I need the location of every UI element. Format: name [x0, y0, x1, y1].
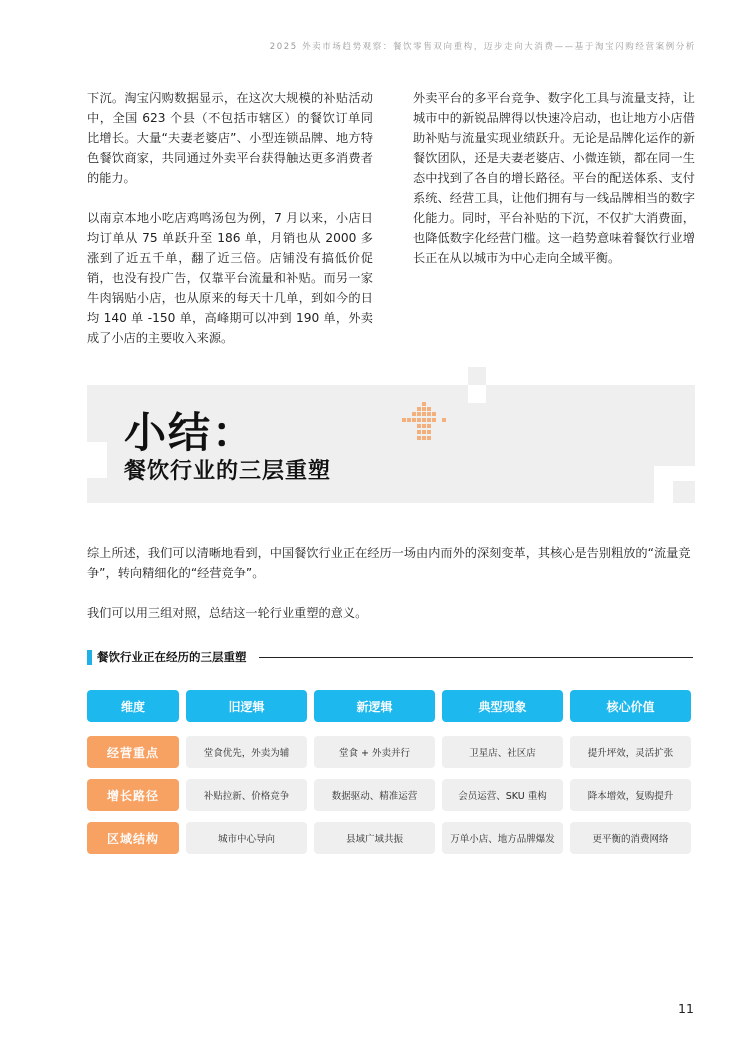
running-header: 2025 外卖市场趋势观察：餐饮零售双向重构，迈步走向大消费——基于淘宝闪购经营案例分析	[269, 42, 696, 52]
table-header-row	[87, 690, 693, 722]
dimension-cell: 经营重点	[87, 736, 179, 768]
table-row	[87, 822, 693, 854]
paragraph: 以南京本地小吃店鸡鸣汤包为例，7 月以来，小店日均订单从 75 单跃升至 186 单，月销也从 2000 多涨到了近五千单，翻了近三倍。店铺没有搞低价促销，也没有投广告，仅靠平台流量和补贴。而另一家牛肉锅贴小店，也从原来的每天十几单，到如今的日均 140 单 -150 单，高峰期可以冲到 190 单，外卖成了小店的主要收入来源。	[87, 211, 373, 345]
page-number: 11	[678, 1001, 694, 1016]
table-cell: 城市中心导向	[186, 822, 307, 854]
table-cell: 数据驱动、精准运营	[314, 779, 435, 811]
dimension-cell: 区域结构	[87, 822, 179, 854]
table-cell: 降本增效，复购提升	[570, 779, 691, 811]
column-header: 旧逻辑	[186, 690, 307, 722]
table-cell: 提升坪效，灵活扩张	[570, 736, 691, 768]
column-header: 新逻辑	[314, 690, 435, 722]
paragraph: 综上所述，我们可以清晰地看到，中国餐饮行业正在经历一场由内而外的深刻变革，其核心是告别粗放的“流量竞争”，转向精细化的“经营竞争”。	[87, 546, 691, 580]
table-cell: 卫星店、社区店	[442, 736, 563, 768]
column-header: 典型现象	[442, 690, 563, 722]
table-heading	[87, 648, 693, 666]
table-title: 餐饮行业正在经历的三层重塑	[97, 650, 247, 664]
paragraph: 外卖平台的多平台竞争、数字化工具与流量支持，让城市中的新锐品牌得以快速冷启动，也让地方小店借助补贴与流量实现业绩跃升。无论是品牌化运作的新餐饮团队，还是夫妻老婆店、小微连锁，都在同一生态中找到了各自的增长路径。平台的配送体系、支付系统、经营工具，让他们拥有与一线品牌相当的数字化能力。同时，平台补贴的下沉，不仅扩大消费面，也降低数字化经营门槛。这一趋势意味着餐饮行业增长正在从以城市为中心走向全域平衡。	[413, 91, 695, 265]
table-cell: 县域广域共振	[314, 822, 435, 854]
section-subtitle: 餐饮行业的三层重塑	[124, 459, 332, 484]
table-cell: 会员运营、SKU 重构	[442, 779, 563, 811]
decor-square	[468, 385, 486, 403]
comparison-table	[87, 690, 693, 865]
table-cell: 更平衡的消费网络	[570, 822, 691, 854]
divider	[259, 657, 694, 658]
paragraph: 我们可以用三组对照，总结这一轮行业重塑的意义。	[87, 606, 368, 620]
column-header: 核心价值	[570, 690, 691, 722]
accent-bar	[87, 650, 92, 665]
summary	[87, 543, 697, 643]
section-title: 小结：	[124, 408, 257, 457]
column-header: 维度	[87, 690, 179, 722]
left-column	[87, 88, 373, 368]
table-cell: 补贴拉新、价格竞争	[186, 779, 307, 811]
table-row	[87, 736, 693, 768]
table-cell: 堂食优先，外卖为辅	[186, 736, 307, 768]
table-cell: 堂食 + 外卖并行	[314, 736, 435, 768]
decor-square	[87, 442, 107, 478]
decor-square	[486, 385, 504, 403]
paragraph: 下沉。淘宝闪购数据显示，在这次大规模的补贴活动中，全国 623 个县（不包括市辖区）的餐饮订单同比增长。大量“夫妻老婆店”、小型连锁品牌、地方特色餐饮商家，共同通过外卖平台获得触达更多消费者的能力。	[87, 91, 373, 185]
right-column	[413, 88, 695, 288]
dotted-arrow-up-icon	[400, 402, 448, 444]
decor-square	[468, 367, 486, 385]
table-row	[87, 779, 693, 811]
decor-square	[673, 481, 695, 503]
table-cell: 万单小店、地方品牌爆发	[442, 822, 563, 854]
dimension-cell: 增长路径	[87, 779, 179, 811]
